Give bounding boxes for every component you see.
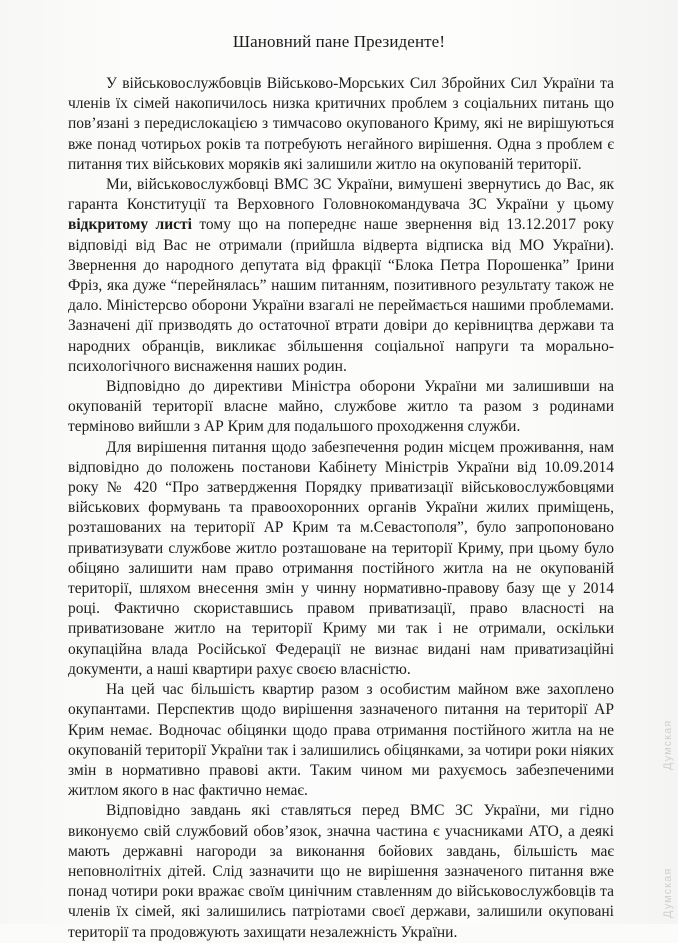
letter-body xyxy=(68,74,614,943)
paragraph-4: Для вирішення питання щодо забезпечення родин місцем проживання, нам відповідно до положень постанови Кабінету Міністрів України від 10.09.2014 року № 420 “Про затвердження Порядку приватизації військовослужбовцями військових формувань та правоохоронних органів України жилих приміщень, розташованих на території АР Крим та м.Севастополя”, було запропоновано приватизувати службове житло розташоване на території Криму, при цьому було обіцяно залишити нам право отримання постійного житла на не окупованій території, шляхом внесення змін у чинну нормативно-правову базу ще у 2014 році. Фактично скориставшись правом приватизації, право власності на приватизоване житло на території Криму ми так і не отримали, оскільки окупаційна влада Російської Федерації не визнає видані нам приватизаційні документи, а наші квартири рахує своєю власністю. xyxy=(68,438,614,678)
paragraph-1: У військовослужбовців Військово-Морських Сил Збройних Сил України та членів їх сімей накопичилось низка критичних проблем з соціальних питань що пов’язані з передислокацією з тимчасово окупованого Криму, які не вирішуються вже понад чотирьох років та потребують негайного вирішення. Одна з проблем є питання тих військових моряків які залишили житло на окупованій території. xyxy=(68,75,614,173)
letter-salutation: Шановний пане Президенте! xyxy=(232,32,446,51)
paragraph-5: На цей час більшість квартир разом з особистим майном вже захоплено окупантами. Перспектив щодо вирішення зазначеного питання на території АР Крим немає. Водночас обіцянки щодо права отримання постійного житла на не окупованій території України так і залишились обіцянками, за чотири роки ніяких змін в нормативно правові акти. Таким чином ми рахуємось забезпеченими житлом якого в нас фактично немає. xyxy=(68,681,614,800)
paragraph-2-bold-phrase: відкритому листі xyxy=(68,216,192,234)
paragraph-2-text-after: тому що на попереднє наше звернення від 13.12.2017 року відповіді від Вас не отримали (прийшла відверта відписка від МО України). Звернення до народного депутата від фракції “Блока Петра Порошенка” Ірини Фріз, яка дуже “перейнялась” нашим питанням, позитивного результату також не дало. Міністерсво оборони України взагалі не переймається нашими проблемами. Зазначені дії призводять до остаточної втрати довіри до керівництва держави та народних обранців, викликає збільшення соціальної напруги та морально-психологічного виснаження наших родин. xyxy=(68,216,614,375)
watermark: Думская xyxy=(662,719,674,770)
paragraph-6: Відповідно завдань які ставляться перед ВМС ЗС України, ми гідно виконуємо свій службовий обов’язок, значна частина є учасниками АТО, а деякі мають державні нагороди за виконання бойових завдань, більшість має неповнолітніх дітей. Слід зазначити що не вирішення зазначеного питання вже понад чотири роки вражає своїм цинічним ставленням до військовослужбовців та членів їх сімей, які залишились патріотами своєї держави, залишили окуповані території та продовжують захищати незалежність України. xyxy=(68,802,614,941)
paragraph-3: Відповідно до директиви Міністра оборони України ми залишивши на окупованій території власне майно, службове житло та разом з родинами терміново вийшли з АР Крим для подальшого проходження служби. xyxy=(68,378,614,436)
watermark-bottom: Думская xyxy=(662,867,674,918)
paragraph-2 xyxy=(68,175,614,377)
paragraph-2-text-before: Ми, військовослужбовці ВМС ЗС України, вимушені звернутись до Вас, як гаранта Конституції та Верховного Головнокомандувача ЗС України у цьому xyxy=(68,176,614,214)
